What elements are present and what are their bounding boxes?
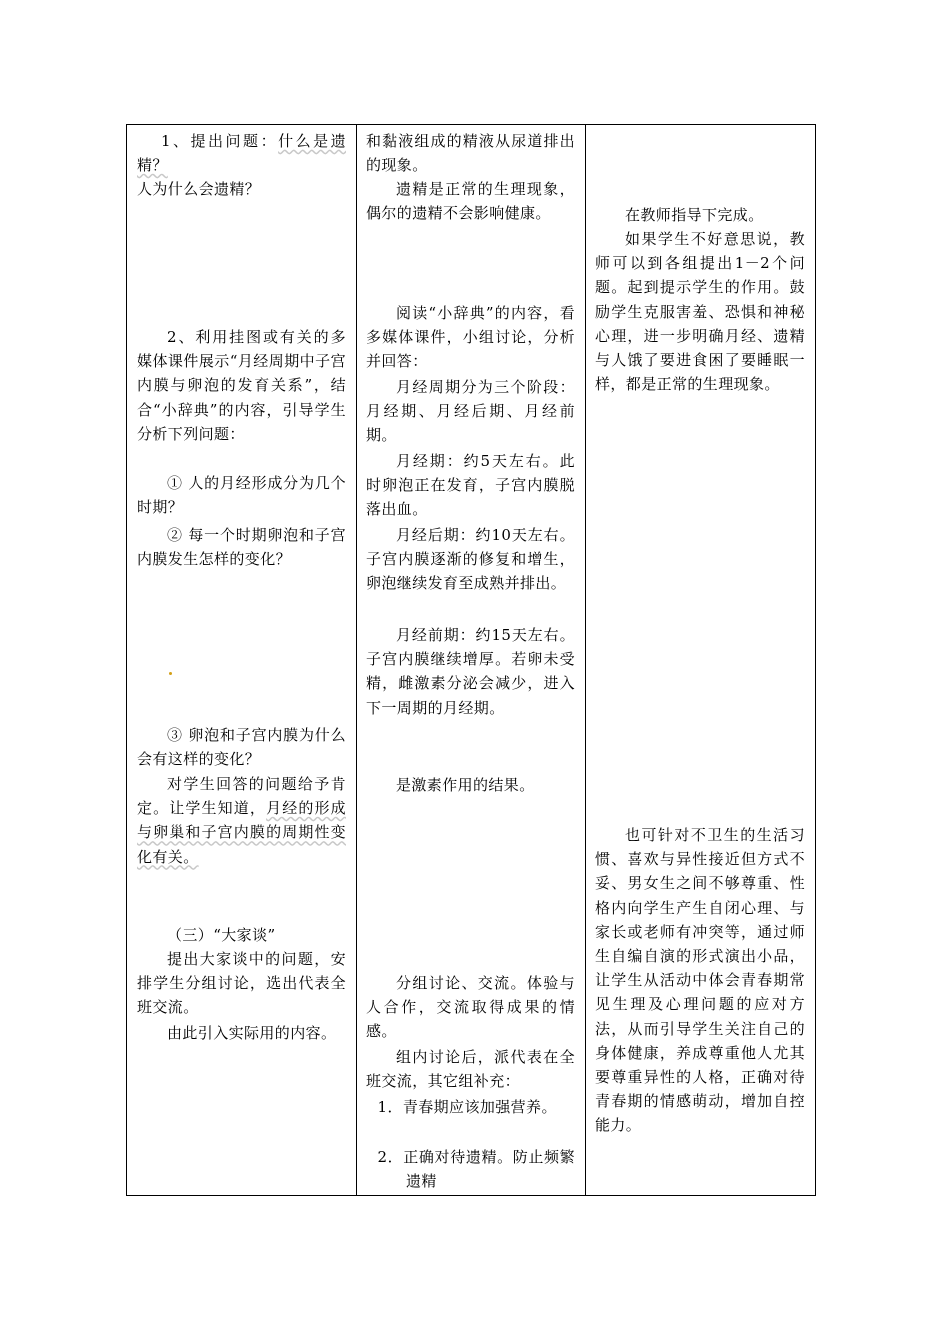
conclusion-1: 1．青春期应该加强营养。	[377, 1098, 557, 1116]
section-heading: （三）“大家谈”	[167, 926, 276, 944]
feedback-paragraph: 对学生回答的问题给予肯定。让学生知道，月经的形成与卵巢和子宫内膜的周期性变化有关。	[137, 775, 346, 866]
stray-mark	[169, 672, 172, 675]
pre-menstrual-phase: 月经前期：约15天左右。子宫内膜继续增厚。若卵未受精，雌激素分泌会减少，进入下一周期的月经期。	[366, 626, 575, 717]
question-stage-count: ① 人的月经形成分为几个时期？	[137, 474, 346, 517]
report-instruction: 组内讨论后，派代表在全班交流，其它组补充：	[366, 1048, 575, 1091]
extension-suggestion: 也可针对不卫生的生活习惯、喜欢与异性接近但方式不妥、男女生之间不够尊重、性格内向学生产生自闭心理、与家长或老师有冲突等，通过师生自编自演的形式演出小品，让学生从活动中体会青春期常见生理及心理问题的应对方法，从而引导学生关注自己的身体健康，养成尊重他人尤其要尊重异性的人格，正确对待青春期的情感萌动，增加自控能力。	[595, 826, 805, 1135]
instruction-paragraph-2: 2、利用挂图或有关的多媒体课件展示“月经周期中子宫内膜与卵泡的发育关系”，结合“小辞典”的内容，引导学生分析下列问题：	[137, 328, 346, 443]
hormone-answer: 是激素作用的结果。	[396, 776, 535, 794]
student-activity-column	[356, 125, 585, 1195]
reading-task: 阅读“小辞典”的内容，看多媒体课件，小组讨论，分析并回答：	[366, 304, 575, 371]
teaching-suggestion: 如果学生不好意思说，教师可以到各组提出1－2个问题。起到提示学生的作用。鼓励学生克服害羞、恐惧和神秘心理，进一步明确月经、遗精与人饿了要进食困了要睡眠一样，都是正常的生理现象。	[595, 230, 805, 394]
menstrual-phase: 月经期：约5天左右。此时卵泡正在发育，子宫内膜脱落出血。	[366, 452, 575, 519]
question-1: 1、提出问题：什么是遗精？ 人为什么会遗精？	[137, 132, 346, 199]
conclusion-2: 2．正确对待遗精。防止频繁遗精	[377, 1148, 575, 1191]
group-discussion: 分组讨论、交流。体验与人合作，交流取得成果的情感。	[366, 974, 575, 1041]
cycle-stages: 月经周期分为三个阶段：月经期、月经后期、月经前期。	[366, 378, 575, 445]
question-changes: ② 每一个时期卵泡和子宫内膜发生怎样的变化？	[137, 526, 346, 569]
post-menstrual-phase: 月经后期：约10天左右。子宫内膜逐渐的修复和增生，卵泡继续发育至成熟并排出。	[366, 526, 575, 593]
transition-text: 由此引入实际用的内容。	[167, 1024, 337, 1042]
teacher-activity-column	[127, 125, 356, 1195]
lesson-table	[126, 124, 816, 1196]
design-intent-column	[585, 125, 815, 1195]
question-reasons: ③ 卵泡和子宫内膜为什么会有这样的变化？	[137, 726, 346, 769]
discussion-instruction: 提出大家谈中的问题，安排学生分组讨论，选出代表全班交流。	[137, 950, 346, 1017]
definition-continued: 和黏液组成的精液从尿道排出的现象。	[366, 132, 575, 175]
normal-phenomenon: 遗精是正常的生理现象，偶尔的遗精不会影响健康。	[366, 180, 575, 223]
guidance-note: 在教师指导下完成。	[625, 206, 764, 224]
